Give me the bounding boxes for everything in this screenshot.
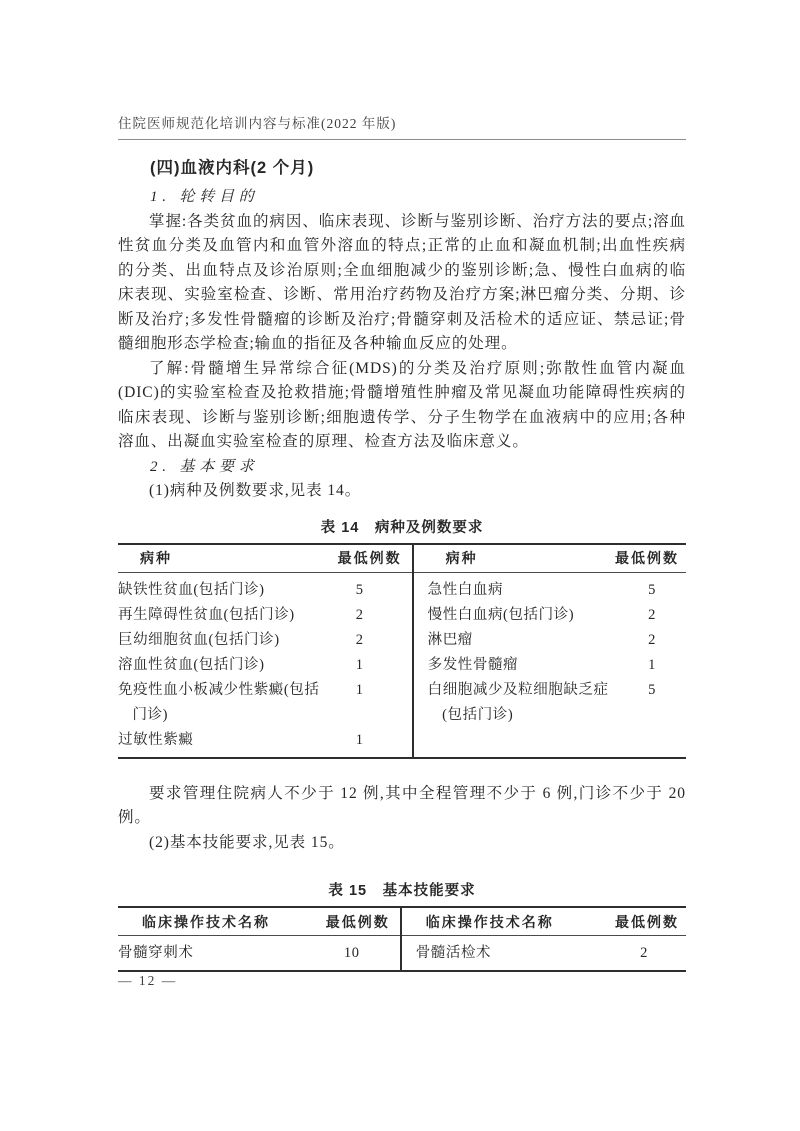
table-row bbox=[118, 653, 412, 678]
min-cases-column-header: 最低例数 bbox=[614, 913, 679, 930]
min-cases-cell: 10 bbox=[343, 945, 360, 961]
disease-name-cell: 巨幼细胞贫血(包括门诊) bbox=[118, 631, 280, 648]
min-cases-cell: 2 bbox=[648, 606, 656, 623]
table-row bbox=[414, 578, 686, 603]
disease-requirement-intro: (1)病种及例数要求,见表 14。 bbox=[149, 482, 362, 499]
table-row bbox=[118, 603, 412, 628]
page-content bbox=[118, 0, 686, 972]
disease-name-cell: 急性白血病 bbox=[427, 581, 504, 598]
disease-name-cell: 淋巴瘤 bbox=[427, 631, 473, 648]
table-row bbox=[402, 941, 686, 966]
table-row bbox=[414, 653, 686, 678]
table14-right-header-row bbox=[414, 545, 686, 573]
rotation-purpose-heading: 1. 轮转目的 bbox=[150, 189, 259, 205]
min-cases-cell: 1 bbox=[355, 731, 364, 748]
skill-requirement-intro: (2)基本技能要求,见表 15。 bbox=[149, 833, 345, 851]
disease-name-cell: 缺铁性贫血(包括门诊) bbox=[118, 581, 265, 598]
min-cases-cell: 2 bbox=[355, 606, 364, 623]
table14-left-header-row bbox=[118, 545, 412, 573]
table15-right-header-row bbox=[402, 908, 686, 936]
basic-requirements-heading: 2. 基本要求 bbox=[150, 458, 259, 475]
min-cases-cell: 1 bbox=[355, 681, 364, 698]
table-row bbox=[118, 678, 412, 728]
section-heading: (四)血液内科(2 个月) bbox=[150, 159, 315, 177]
min-cases-cell: 5 bbox=[355, 581, 364, 598]
table-row bbox=[118, 578, 412, 603]
skill-column-header: 临床操作技术名称 bbox=[425, 913, 554, 930]
management-requirement-paragraph: 要求管理住院病人不少于 12 例,其中全程管理不少于 6 例,门诊不少于 20 例。 bbox=[118, 784, 686, 826]
table15-right-rows bbox=[402, 936, 686, 970]
min-cases-column-header: 最低例数 bbox=[325, 913, 390, 930]
table15-left-header-row bbox=[118, 908, 400, 936]
doc-title: 住院医师规范化培训内容与标准(2022 年版) bbox=[118, 116, 397, 131]
table-row bbox=[118, 941, 400, 966]
skill-name-cell: 骨髓穿刺术 bbox=[118, 945, 194, 961]
table14-right-rows bbox=[414, 573, 686, 732]
table14-left-half bbox=[118, 545, 412, 757]
disease-name-cell: 免疫性血小板减少性紫癜(包括门诊) bbox=[118, 681, 320, 723]
disease-name-cell: 溶血性贫血(包括门诊) bbox=[118, 656, 265, 673]
table15-caption: 表 15 基本技能要求 bbox=[328, 883, 476, 899]
table-row bbox=[118, 728, 412, 753]
disease-name-cell: 多发性骨髓瘤 bbox=[427, 656, 519, 673]
table-row bbox=[414, 678, 686, 728]
table15 bbox=[118, 906, 686, 972]
disease-column-header: 病种 bbox=[140, 550, 172, 566]
skill-column-header: 临床操作技术名称 bbox=[142, 913, 270, 930]
running-head bbox=[118, 112, 686, 140]
disease-name-cell: 慢性白血病(包括门诊) bbox=[427, 606, 575, 623]
min-cases-column-header: 最低例数 bbox=[614, 550, 679, 566]
min-cases-cell: 1 bbox=[355, 656, 364, 673]
min-cases-column-header: 最低例数 bbox=[337, 550, 402, 566]
understanding-paragraph: 了解:骨髓增生异常综合征(MDS)的分类及治疗原则;弥散性血管内凝血(DIC)的实验室检查及抢救措施;骨髓增殖性肿瘤及常见凝血功能障碍性疾病的临床表现、诊断与鉴别诊断;细胞遗传学、分子生物学在血液病中的应用;各种溶血、出凝血实验室检查的原理、检查方法及临床意义。 bbox=[118, 359, 686, 450]
table15-left-half bbox=[118, 908, 400, 970]
min-cases-cell: 5 bbox=[648, 681, 656, 698]
table14-left-rows bbox=[118, 573, 412, 757]
table-row bbox=[414, 628, 686, 653]
table15-right-half bbox=[400, 908, 686, 970]
table14 bbox=[118, 543, 686, 759]
disease-name-cell: 白细胞减少及粒细胞缺乏症(包括门诊) bbox=[427, 681, 609, 723]
table14-caption: 表 14 病种及例数要求 bbox=[320, 519, 484, 536]
min-cases-cell: 5 bbox=[648, 581, 656, 598]
min-cases-cell: 2 bbox=[355, 631, 364, 648]
min-cases-cell: 2 bbox=[648, 631, 656, 648]
disease-column-header: 病种 bbox=[445, 550, 478, 566]
table15-left-rows bbox=[118, 936, 400, 970]
min-cases-cell: 2 bbox=[640, 945, 648, 961]
table-row bbox=[118, 628, 412, 653]
mastery-paragraph: 掌握:各类贫血的病因、临床表现、诊断与鉴别诊断、治疗方法的要点;溶血性贫血分类及血管内和血管外溶血的特点;正常的止血和凝血机制;出血性疾病的分类、出血特点及诊治原则;全血细胞减少的鉴别诊断;急、慢性白血病的临床表现、实验室检查、诊断、常用治疗药物及治疗方案;淋巴瘤分类、分期、诊断及治疗;多发性骨髓瘤的诊断及治疗;骨髓穿刺及活检术的适应证、禁忌证;骨髓细胞形态学检查;输血的指征及各种输血反应的处理。 bbox=[118, 212, 686, 352]
disease-name-cell: 过敏性紫癜 bbox=[118, 731, 194, 748]
table-row bbox=[414, 603, 686, 628]
page-number: — 12 — bbox=[118, 973, 178, 988]
min-cases-cell: 1 bbox=[648, 656, 656, 673]
table14-right-half bbox=[412, 545, 686, 757]
disease-name-cell: 再生障碍性贫血(包括门诊) bbox=[118, 606, 295, 623]
skill-name-cell: 骨髓活检术 bbox=[415, 945, 492, 961]
